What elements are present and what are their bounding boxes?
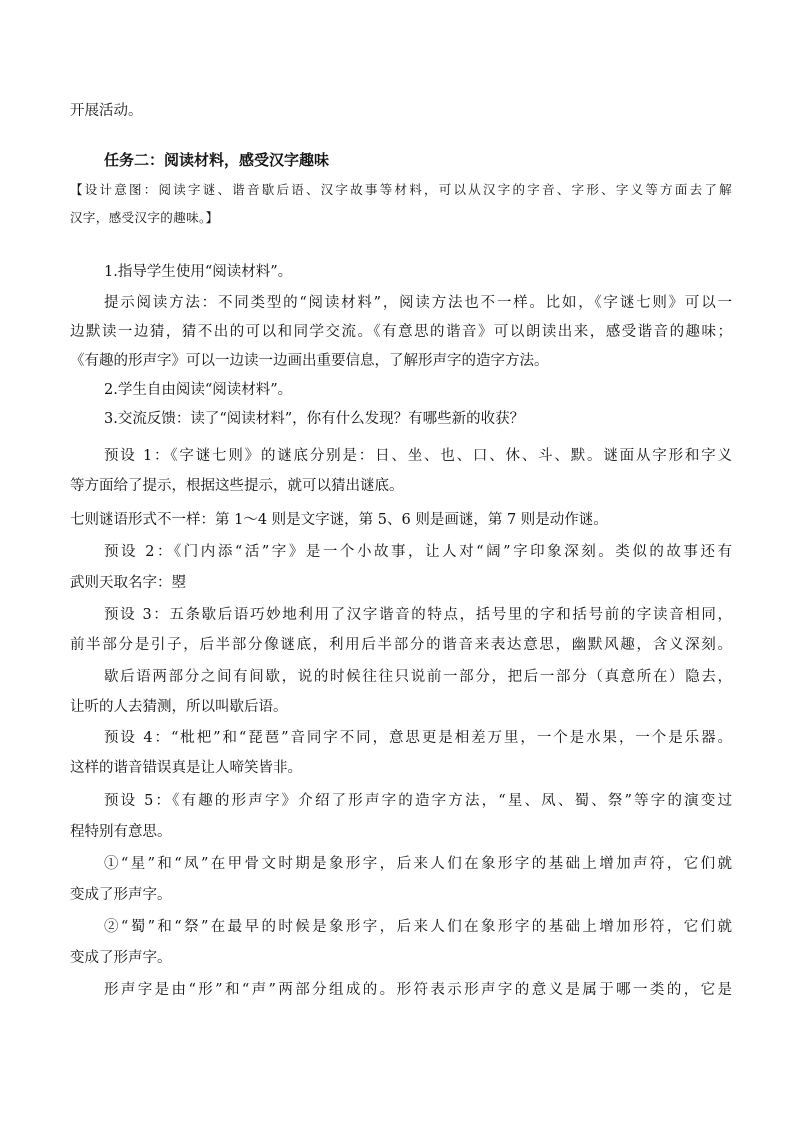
step-item: 3.交流反馈：读了“阅读材料”，你有什么发现？有哪些新的收获？ [104, 411, 525, 427]
paragraph-line: 开展活动。 [70, 103, 143, 119]
paragraph-line: 提示阅读方法：不同类型的“阅读材料”，阅读方法也不一样。比如，《字谜七则》可以一 [104, 295, 732, 311]
preset-line: 前半部分是引子，后半部分像谜底，利用后半部分的谐音来表达意思，幽默风趣，含义深刻。 [70, 637, 732, 653]
design-intent-note: 汉字，感受汉字的趣味。】 [70, 210, 219, 225]
preset-line: 预设 3：五条歇后语巧妙地利用了汉字谐音的特点，括号里的字和括号前的字读音相同， [104, 607, 732, 623]
numbered-point: ②“蜀”和“祭”在最早的时候是象形字，后来人们在象形字的基础上增加形符，它们就 [104, 919, 732, 935]
preset-line: 武则天取名字：曌 [70, 575, 186, 591]
numbered-point: ①“星”和“凤”在甲骨文时期是象形字，后来人们在象形字的基础上增加声符，它们就 [104, 856, 732, 872]
step-item: 1.指导学生使用“阅读材料”。 [104, 264, 293, 280]
preset-line: 程特别有意思。 [70, 824, 172, 840]
numbered-point: 变成了形声字。 [70, 950, 172, 966]
preset-line: 预设 2：《门内添“活”字》是一个小故事，让人对“阔”字印象深刻。类似的故事还有 [104, 544, 732, 560]
paragraph-line: 边默读一边猜，猜不出的可以和同学交流。《有意思的谐音》可以朗读出来，感受谐音的趣味； [70, 324, 732, 340]
preset-line: 预设 4：“枇杷”和“琵琶”音同字不同，意思更是相差万里，一个是水果，一个是乐器。 [104, 730, 732, 746]
preset-line: 这样的谐音错误真是让人啼笑皆非。 [70, 760, 302, 776]
preset-line: 等方面给了提示，根据这些提示，就可以猜出谜底。 [70, 478, 404, 494]
paragraph-line: 《有趣的形声字》可以一边读一边画出重要信息，了解形声字的造字方法。 [70, 353, 549, 369]
section-heading: 任务二：阅读材料，感受汉字趣味 [104, 151, 330, 169]
paragraph-line: 形声字是由“形”和“声”两部分组成的。形符表示形声字的意义是属于哪一类的，它是 [104, 982, 732, 998]
paragraph-line: 让听的人去猜测，所以叫歇后语。 [70, 699, 288, 715]
paragraph-line: 七则谜语形式不一样：第 1～4 则是文字谜，第 5、6 则是画谜，第 7 则是动作谜。 [70, 512, 608, 528]
paragraph-line: 歇后语两部分之间有间歇，说的时候往往只说前一部分，把后一部分（真意所在）隐去， [104, 669, 732, 685]
design-intent-note: 【设计意图：阅读字谜、谐音歇后语、汉字故事等材料，可以从汉字的字音、字形、字义等方面去了解 [70, 182, 732, 197]
step-item: 2.学生自由阅读“阅读材料”。 [104, 382, 293, 398]
preset-line: 预设 1：《字谜七则》的谜底分别是：日、坐、也、口、休、斗、默。谜面从字形和字义 [104, 448, 732, 464]
preset-line: 预设 5：《有趣的形声字》介绍了形声字的造字方法，“星、凤、蜀、祭”等字的演变过 [104, 793, 732, 809]
numbered-point: 变成了形声字。 [70, 887, 172, 903]
